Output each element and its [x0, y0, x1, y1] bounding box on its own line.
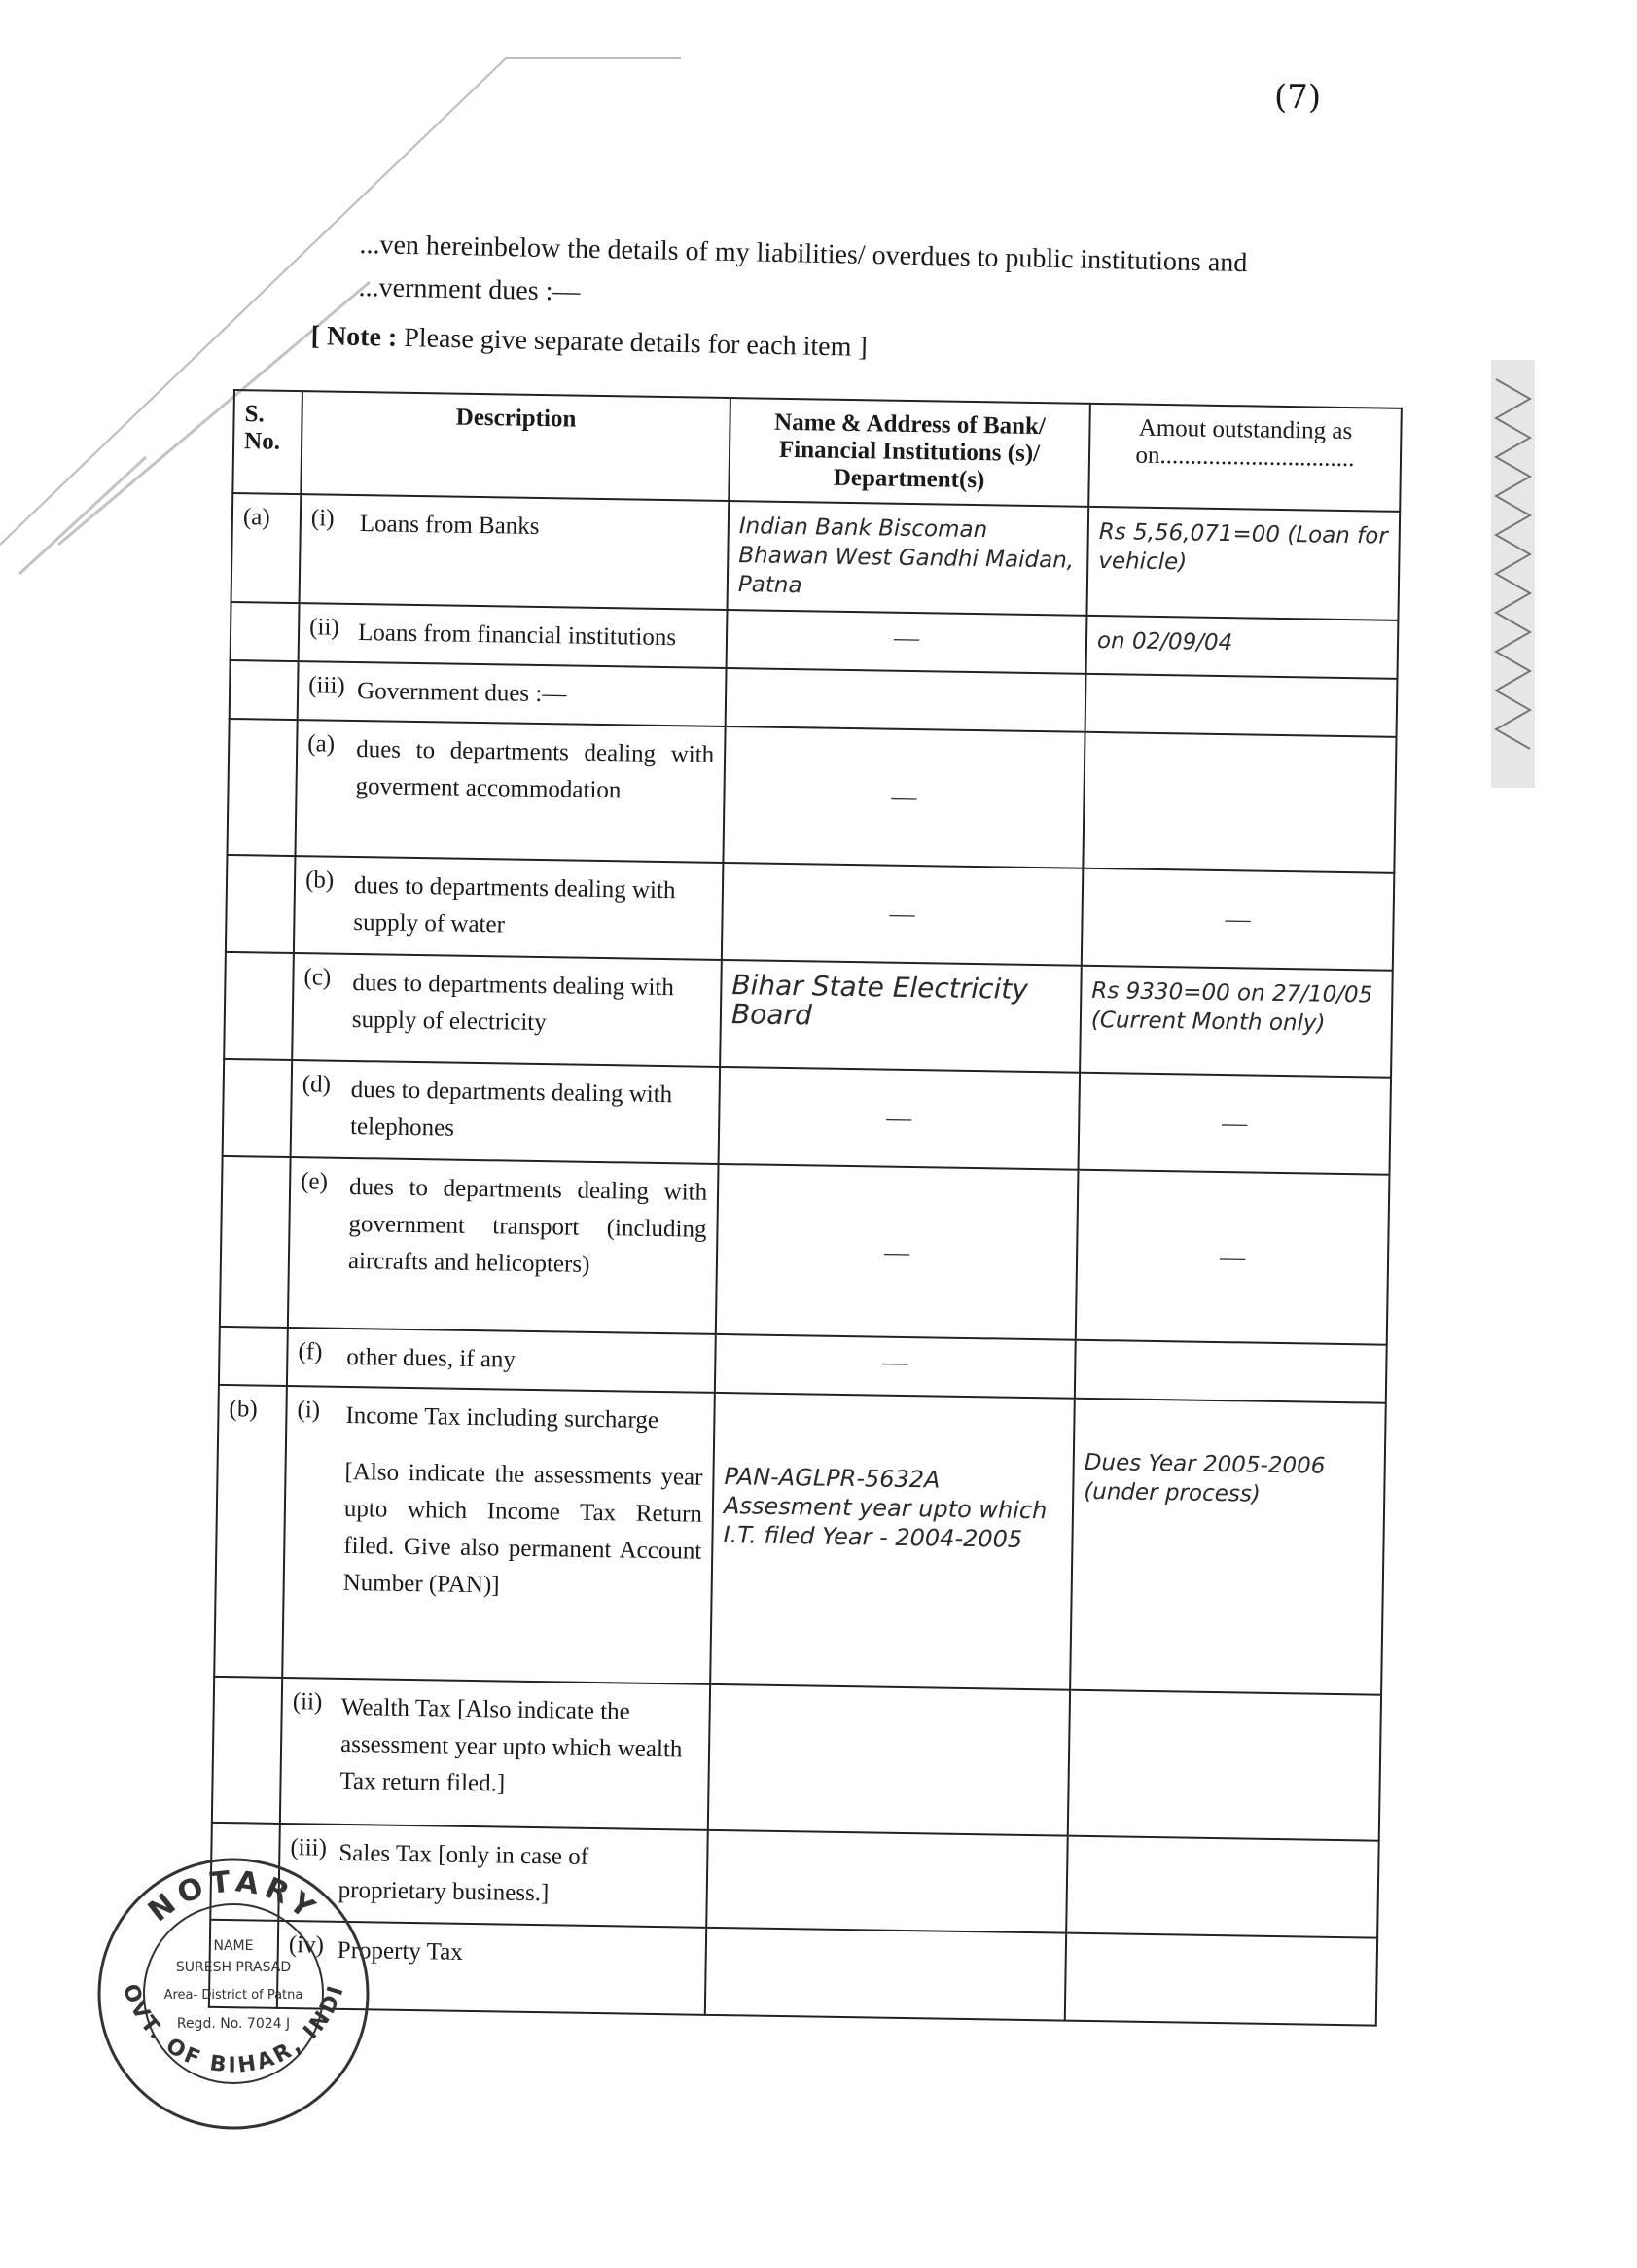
desc-text: Sales Tax [only in case of proprietary business.]: [338, 1839, 589, 1907]
note-label: [ Note :: [310, 321, 398, 353]
amount-cell: Rs 5,56,071=00 (Loan for vehicle): [1086, 507, 1400, 620]
edge-stamp-strip: [1481, 360, 1549, 797]
amount-cell: [1083, 732, 1396, 873]
amount-cell: [1085, 674, 1398, 737]
sno-cell: [230, 660, 299, 720]
header-bank: Name & Address of Bank/ Financial Institutions (s)/ Department(s): [729, 398, 1090, 507]
desc-cell: [291, 1060, 721, 1164]
amount-cell: [1065, 1933, 1377, 2026]
dash-mark: —: [889, 899, 915, 929]
dash-mark: —: [886, 1103, 912, 1133]
roman-label: (ii): [292, 1688, 323, 1716]
dash-mark: —: [1225, 904, 1251, 934]
desc-cell: [300, 494, 730, 610]
note-text: Please give separate details for each item ]: [403, 323, 869, 363]
desc-text: dues to departments dealing with supply of water: [353, 872, 676, 939]
notary-seal: [92, 1853, 374, 2135]
bank-cell: [708, 1684, 1070, 1836]
table-row: [220, 1156, 1390, 1345]
dash-mark: —: [882, 1347, 908, 1377]
notary-seal-graphic: [92, 1853, 374, 2135]
dash-mark: —: [1222, 1109, 1248, 1138]
table-row: [210, 1823, 1378, 1938]
roman-label: (iv): [288, 1931, 325, 1959]
seal-bottom-text: OVT. OF BIHAR, INDI: [117, 1980, 350, 2078]
sno-cell: [219, 1327, 288, 1386]
header-sno: S. No.: [232, 390, 302, 494]
roman-label: (f): [298, 1338, 323, 1365]
amount-cell: [1082, 868, 1395, 971]
sno-cell: [220, 1156, 291, 1328]
desc-text: dues to departments dealing with goverment accommodation: [355, 736, 715, 804]
roman-label: (d): [302, 1071, 332, 1098]
bank-cell: PAN-AGLPR-5632A Assesment year upto which I.T. filed Year - 2004-2005: [710, 1393, 1075, 1690]
desc-cell: [287, 1328, 716, 1393]
bank-cell: [705, 1928, 1066, 2021]
desc-text: Government dues :—: [356, 678, 567, 708]
amount-cell: [1076, 1170, 1390, 1345]
amount-cell: Rs 9330=00 on 27/10/05 (Current Month only): [1080, 966, 1393, 1078]
desc-text: dues to departments dealing with telephones: [349, 1076, 673, 1142]
note: [310, 321, 868, 364]
roman-label: (e): [300, 1168, 329, 1195]
table-row: [227, 719, 1396, 873]
desc-text: other dues, if any: [346, 1343, 516, 1373]
intro-line-1: ...ven hereinbelow the details of my liabilities/ overdues to public institutions and: [359, 229, 1248, 279]
intro-text: [358, 224, 1410, 332]
dash-mark: —: [883, 1237, 910, 1266]
seal-regd: Regd. No. 7024 J: [176, 2016, 291, 2032]
roman-label: (ii): [308, 614, 339, 641]
amount-cell: on 02/09/04: [1086, 616, 1399, 679]
roman-label: (a): [307, 730, 336, 758]
seal-top-text: NOTARY: [142, 1864, 326, 1930]
table-row: [231, 493, 1401, 620]
seal-name-label: NAME: [213, 1938, 254, 1954]
roman-label: (iii): [290, 1834, 328, 1861]
bank-cell: [726, 668, 1086, 732]
roman-label: (b): [304, 867, 335, 894]
desc-text: dues to departments dealing with supply of electricity: [351, 969, 675, 1037]
amount-cell: [1075, 1340, 1387, 1403]
sno-cell: [226, 855, 296, 953]
bank-cell: Indian Bank Biscoman Bhawan West Gandhi Maidan, Patna: [727, 501, 1088, 616]
desc-text: Loans from Banks: [359, 511, 540, 540]
roman-label: (i): [310, 505, 335, 532]
seal-name: SURESH PRASAD: [175, 1960, 292, 1975]
bank-cell: [722, 863, 1084, 966]
liabilities-table: [208, 389, 1403, 2027]
desc-text: Property Tax: [337, 1936, 464, 1966]
intro-line-2: ...vernment dues :—: [358, 271, 581, 307]
row-label-a: (a): [231, 493, 302, 603]
desc-cell: [298, 661, 727, 726]
amount-cell: [1066, 1836, 1379, 1938]
table-row: [209, 1920, 1377, 2026]
table-row: [226, 855, 1394, 971]
bank-cell: [719, 1067, 1081, 1170]
desc-cell: [294, 856, 724, 960]
sno-cell: [223, 1059, 293, 1157]
desc-text: Wealth Tax [Also indicate the assessment year upto which wealth Tax return filed.]: [339, 1693, 683, 1797]
table-row: [224, 952, 1393, 1078]
sno-cell: [231, 602, 300, 661]
bank-cell: [715, 1334, 1076, 1399]
sno-cell: [224, 952, 294, 1060]
row-label-b: (b): [214, 1385, 287, 1678]
sno-cell: [227, 719, 297, 856]
amount-cell: [1068, 1690, 1381, 1841]
desc-cell: [280, 1678, 710, 1830]
table-row: [223, 1059, 1391, 1175]
table-header-row: [232, 390, 1402, 512]
sno-cell: [212, 1677, 282, 1824]
desc-cell: [288, 1157, 719, 1334]
desc-text: Income Tax including surcharge: [345, 1401, 659, 1434]
bank-cell: [727, 610, 1087, 674]
table-row: [214, 1385, 1386, 1695]
dash-mark: —: [893, 622, 920, 653]
desc-text: dues to departments dealing with government transport (including aircrafts and helicopters): [347, 1173, 708, 1278]
bank-cell: [723, 726, 1085, 868]
desc-cell: [292, 953, 722, 1067]
bank-cell: [706, 1830, 1068, 1933]
seal-area: Area- District of Patna: [163, 1988, 303, 2002]
dash-mark: —: [891, 782, 917, 812]
desc-text: Loans from financial institutions: [357, 620, 677, 652]
bank-cell: [716, 1164, 1079, 1340]
roman-label: (i): [297, 1397, 321, 1424]
header-amount: Amout outstanding as on................................: [1088, 404, 1402, 512]
desc-cell: [282, 1386, 715, 1684]
amount-cell: [1078, 1073, 1391, 1175]
bank-cell: Bihar State Electricity Board: [720, 960, 1082, 1073]
page-marker: (7): [1274, 78, 1322, 117]
table-row: [212, 1677, 1381, 1841]
desc-cell: [299, 603, 728, 668]
roman-label: (c): [303, 964, 332, 991]
desc-cell: [295, 720, 725, 863]
header-description: Description: [301, 391, 730, 501]
dash-mark: —: [1219, 1242, 1246, 1271]
amount-cell: Dues Year 2005-2006 (under process): [1070, 1399, 1386, 1695]
liabilities-table-wrapper: [208, 389, 1403, 2027]
roman-label: (iii): [308, 672, 345, 699]
desc-text-note: [Also indicate the assessments year upto which Income Tax Return filed. Give also permanent Account Number (PAN)]: [342, 1458, 703, 1599]
